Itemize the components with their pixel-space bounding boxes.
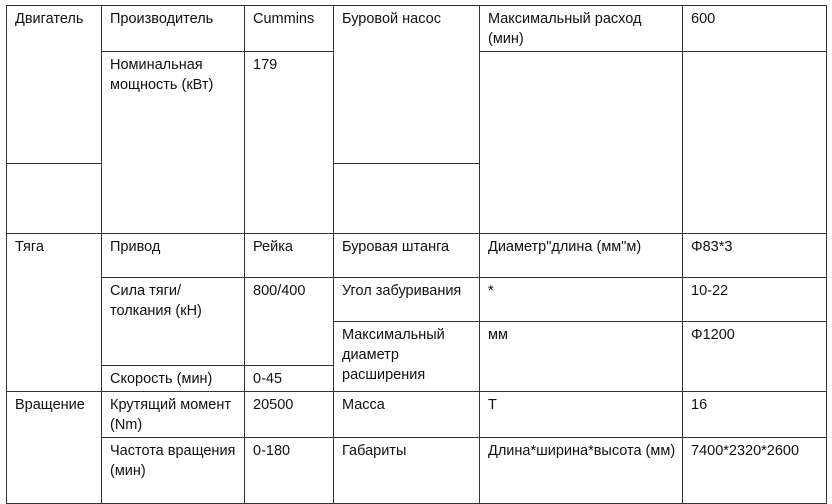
- rotation-freq-value: 0-180: [245, 438, 334, 504]
- mass-label: Масса: [334, 392, 480, 438]
- rod-size-label: Диаметр"длина (мм"м): [480, 234, 683, 278]
- rated-power-label: Номинальная мощность (кВт): [102, 52, 245, 234]
- max-flow-label-cont: [480, 52, 683, 234]
- mass-value: 16: [683, 392, 827, 438]
- max-reaming-label: Максимальный диаметр расширения: [334, 322, 480, 392]
- dimensions-unit: Длина*ширина*высота (мм): [480, 438, 683, 504]
- rated-power-value: 179: [245, 52, 334, 234]
- max-flow-value: 600: [683, 6, 827, 52]
- section-thrust-label: Тяга: [7, 234, 102, 392]
- torque-label: Крутящий момент (Nm): [102, 392, 245, 438]
- entry-angle-label: Угол забуривания: [334, 278, 480, 322]
- table-row: [7, 278, 827, 322]
- table-row: [7, 438, 827, 504]
- torque-value: 20500: [245, 392, 334, 438]
- section-engine-label: Двигатель: [7, 6, 102, 164]
- dimensions-value: 7400*2320*2600: [683, 438, 827, 504]
- manufacturer-value: Cummins: [245, 6, 334, 52]
- drive-value: Рейка: [245, 234, 334, 278]
- max-reaming-value: Φ1200: [683, 322, 827, 392]
- rod-size-value: Φ83*3: [683, 234, 827, 278]
- manufacturer-label: Производитель: [102, 6, 245, 52]
- max-flow-label: Максимальный расход (мин): [480, 6, 683, 52]
- speed-value: 0-45: [245, 366, 334, 392]
- drill-rod-label: Буровая штанга: [334, 234, 480, 278]
- mass-unit: Т: [480, 392, 683, 438]
- table-row: [7, 392, 827, 438]
- specification-table: [6, 5, 827, 504]
- max-reaming-unit: мм: [480, 322, 683, 392]
- table-row: [7, 6, 827, 52]
- speed-label: Скорость (мин): [102, 366, 245, 392]
- thrust-force-value: 800/400: [245, 278, 334, 366]
- section-rotation-label: Вращение: [7, 392, 102, 504]
- section-engine-empty: [7, 164, 102, 234]
- table-row: [7, 234, 827, 278]
- entry-angle-unit: *: [480, 278, 683, 322]
- entry-angle-value: 10-22: [683, 278, 827, 322]
- section-pump-label: Буровой насос: [334, 6, 480, 164]
- drive-label: Привод: [102, 234, 245, 278]
- rotation-freq-label: Частота вращения (мин): [102, 438, 245, 504]
- dimensions-label: Габариты: [334, 438, 480, 504]
- max-flow-value-cont: [683, 52, 827, 234]
- section-pump-empty: [334, 164, 480, 234]
- thrust-force-label: Сила тяги/толкания (кН): [102, 278, 245, 366]
